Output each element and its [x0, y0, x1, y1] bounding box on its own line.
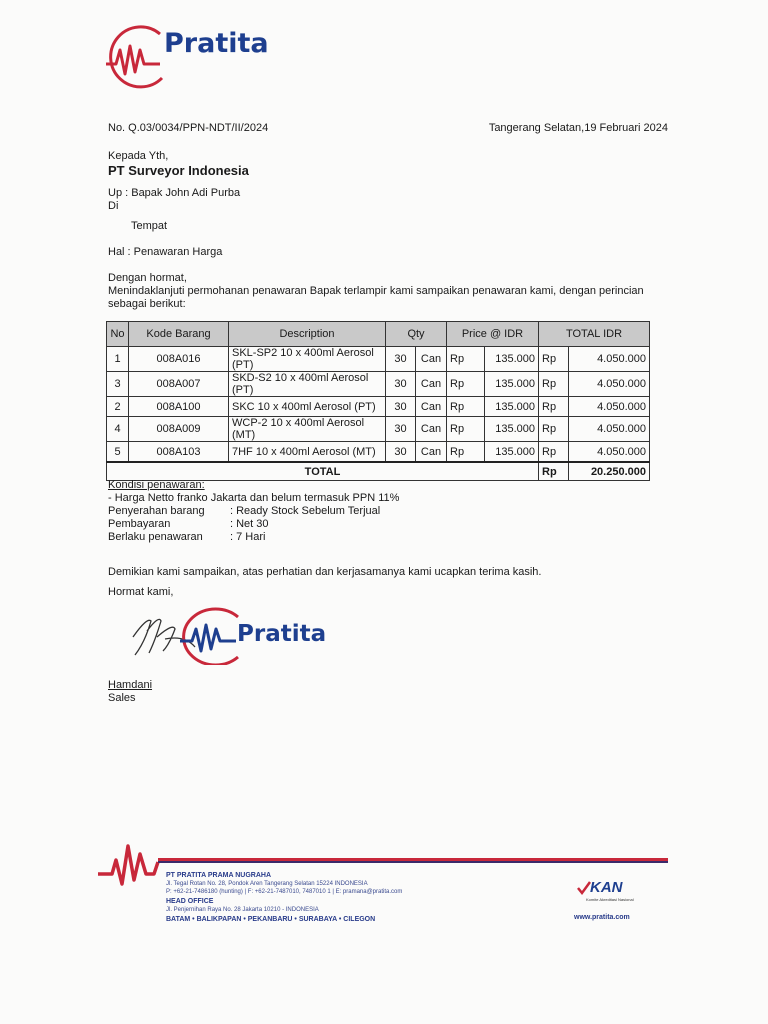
table-row	[107, 397, 650, 417]
recipient-up: Up : Bapak John Adi Purba	[108, 187, 241, 199]
row-unit: Can	[416, 417, 447, 442]
table-row	[107, 442, 650, 463]
reference-number: No. Q.03/0034/PPN-NDT/II/2024	[108, 122, 269, 134]
condition-value: : Net 30	[230, 518, 269, 530]
footer-website: www.pratita.com	[574, 914, 630, 921]
kan-subtitle: Komite Akreditasi Nasional	[586, 897, 634, 902]
condition-label: Pembayaran	[108, 518, 171, 530]
pratita-logo-mark	[170, 605, 245, 665]
row-code: 008A016	[129, 347, 229, 372]
row-no: 1	[107, 347, 129, 372]
condition-label: Berlaku penawaran	[108, 531, 203, 543]
row-price-currency: Rp	[447, 442, 485, 463]
table-total-row	[107, 462, 650, 481]
row-qty: 30	[386, 397, 416, 417]
row-unit: Can	[416, 372, 447, 397]
row-price: 135.000	[485, 417, 539, 442]
row-total-currency: Rp	[539, 347, 569, 372]
row-code: 008A009	[129, 417, 229, 442]
kan-logo	[576, 880, 646, 910]
row-unit: Can	[416, 442, 447, 463]
footer-company: PT PRATITA PRAMA NUGRAHA	[166, 872, 271, 879]
row-unit: Can	[416, 347, 447, 372]
closing-line: Demikian kami sampaikan, atas perhatian dan kerjasamanya kami ucapkan terima kasih.	[108, 566, 542, 578]
table-header-row	[107, 322, 650, 347]
row-total-currency: Rp	[539, 442, 569, 463]
signatory-title: Sales	[108, 692, 136, 704]
footer-head-office: Jl. Penjernihan Raya No. 28 Jakarta 10210 - INDONESIA	[166, 907, 319, 913]
header-total: TOTAL IDR	[539, 322, 650, 347]
regards: Hormat kami,	[108, 586, 174, 598]
footer-head-office-label: HEAD OFFICE	[166, 898, 214, 905]
table-row	[107, 347, 650, 372]
row-no: 3	[107, 372, 129, 397]
row-qty: 30	[386, 417, 416, 442]
row-total: 4.050.000	[569, 347, 650, 372]
footer-address: Jl. Tegal Rotan No. 28, Pondok Aren Tangerang Selatan 15224 INDONESIA	[166, 881, 368, 887]
row-total: 4.050.000	[569, 417, 650, 442]
row-code: 008A100	[129, 397, 229, 417]
row-qty: 30	[386, 347, 416, 372]
row-total-currency: Rp	[539, 397, 569, 417]
header-description: Description	[229, 322, 386, 347]
row-no: 4	[107, 417, 129, 442]
row-price-currency: Rp	[447, 372, 485, 397]
row-no: 5	[107, 442, 129, 463]
row-qty: 30	[386, 442, 416, 463]
row-description: SKD-S2 10 x 400ml Aerosol (PT)	[229, 372, 386, 397]
subject: Hal : Penawaran Harga	[108, 246, 223, 258]
quotation-table	[106, 321, 650, 481]
row-price-currency: Rp	[447, 347, 485, 372]
row-price: 135.000	[485, 397, 539, 417]
intro-line-1: Menindaklanjuti permohanan penawaran Bapak terlampir kami sampaikan penawaran kami, dengan perincian	[108, 285, 644, 297]
row-description: SKL-SP2 10 x 400ml Aerosol (PT)	[229, 347, 386, 372]
footer-contacts: P: +62-21-7486180 (hunting) | F: +62-21-7487010, 7487010 1 | E: pramana@pratita.com	[166, 889, 403, 895]
row-total: 4.050.000	[569, 442, 650, 463]
row-total: 4.050.000	[569, 397, 650, 417]
row-price: 135.000	[485, 442, 539, 463]
row-total-currency: Rp	[539, 372, 569, 397]
recipient-tempat: Tempat	[131, 220, 168, 232]
brand-name: Pratita	[237, 621, 327, 647]
intro-line-2: sebagai berikut:	[108, 298, 186, 310]
header-code: Kode Barang	[129, 322, 229, 347]
row-total-currency: Rp	[539, 417, 569, 442]
header-price: Price @ IDR	[447, 322, 539, 347]
table-row	[107, 417, 650, 442]
header-no: No	[107, 322, 129, 347]
total-value: 20.250.000	[569, 462, 650, 481]
company-logo	[100, 20, 290, 90]
row-no: 2	[107, 397, 129, 417]
row-description: 7HF 10 x 400ml Aerosol (MT)	[229, 442, 386, 463]
greeting: Dengan hormat,	[108, 272, 187, 284]
row-price: 135.000	[485, 372, 539, 397]
footer	[98, 840, 673, 930]
table-row	[107, 372, 650, 397]
total-label: TOTAL	[107, 462, 539, 481]
header-qty: Qty	[386, 322, 447, 347]
row-unit: Can	[416, 397, 447, 417]
row-code: 008A103	[129, 442, 229, 463]
row-price-currency: Rp	[447, 417, 485, 442]
row-description: SKC 10 x 400ml Aerosol (PT)	[229, 397, 386, 417]
condition-value: : 7 Hari	[230, 531, 266, 543]
row-price-currency: Rp	[447, 397, 485, 417]
recipient-company: PT Surveyor Indonesia	[108, 163, 249, 178]
pratita-logo-mark	[100, 20, 170, 90]
signatory-name: Hamdani	[108, 679, 153, 691]
footer-branches: BATAM • BALIKPAPAN • PEKANBARU • SURABAYA • CILEGON	[166, 916, 376, 923]
conditions-note: - Harga Netto franko Jakarta dan belum termasuk PPN 11%	[108, 492, 400, 504]
row-price: 135.000	[485, 347, 539, 372]
row-total: 4.050.000	[569, 372, 650, 397]
row-description: WCP-2 10 x 400ml Aerosol (MT)	[229, 417, 386, 442]
condition-value: : Ready Stock Sebelum Terjual	[230, 505, 381, 517]
condition-label: Penyerahan barang	[108, 505, 205, 517]
row-qty: 30	[386, 372, 416, 397]
place-date: Tangerang Selatan,19 Februari 2024	[488, 122, 668, 134]
row-code: 008A007	[129, 372, 229, 397]
total-currency: Rp	[539, 462, 569, 481]
kan-text: KAN	[590, 879, 623, 896]
signature-logo	[125, 605, 365, 670]
kepada-label: Kepada Yth,	[108, 150, 169, 162]
conditions-title: Kondisi penawaran:	[108, 479, 205, 491]
recipient-di: Di	[108, 200, 119, 212]
brand-name: Pratita	[164, 28, 269, 59]
